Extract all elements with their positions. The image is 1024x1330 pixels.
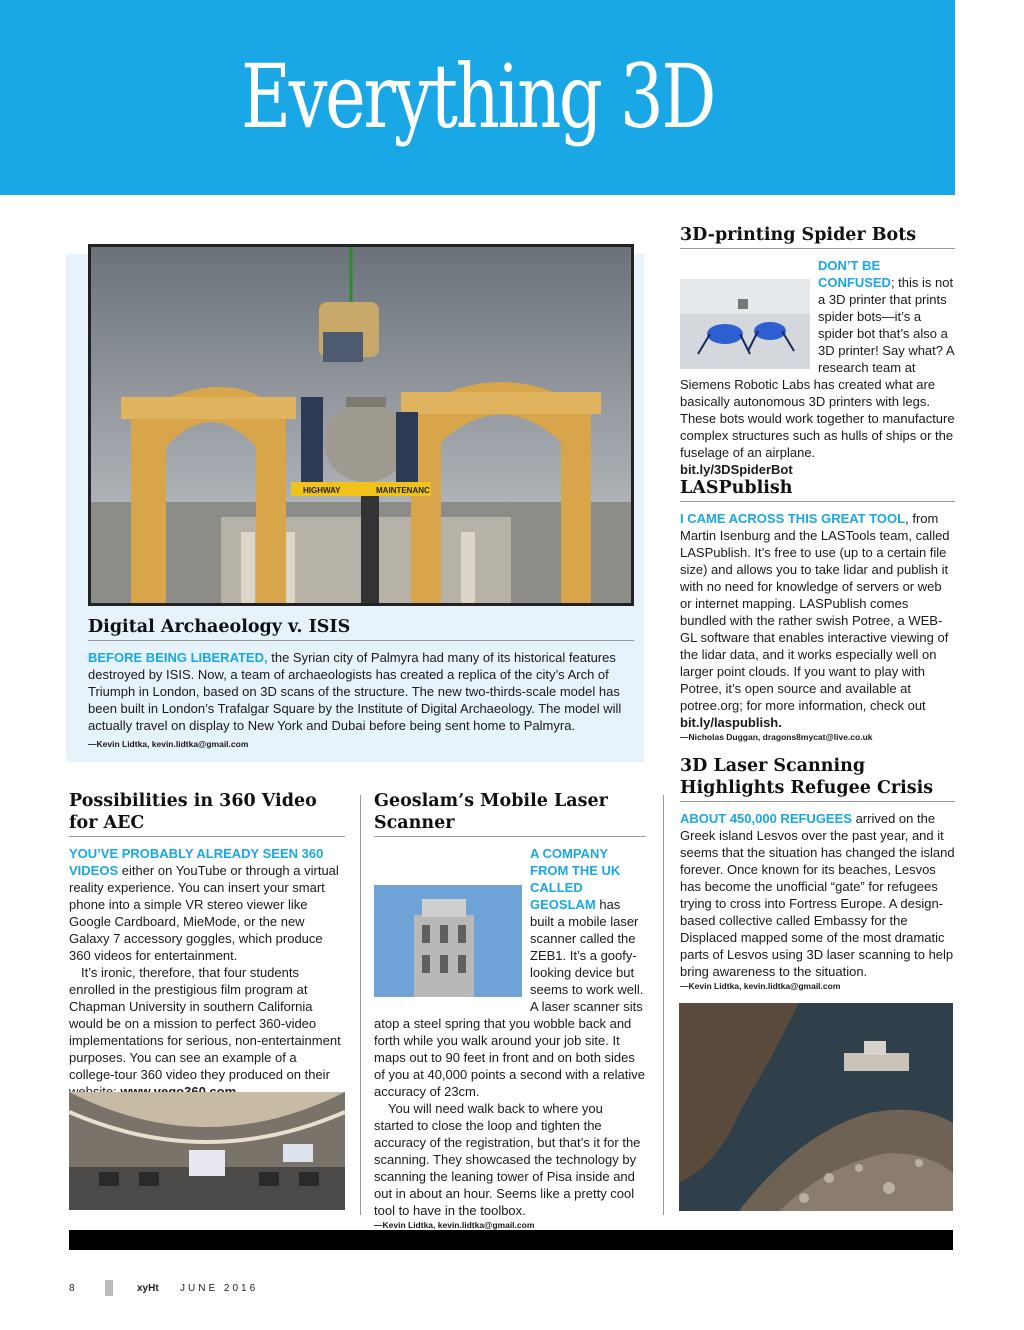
geoslam-lead: A COMPANY FROM THE UK CALLED GEOSLAM bbox=[530, 846, 621, 912]
archaeology-text: the Syrian city of Palmyra had many of its historical features destroyed by ISIS. Now, a team of archaeologists has created a replica of the city’s Arch of Triumph in London, based on 3D scans of the structure. The new two-thirds-scale model has been built in London’s Trafalgar Square by the Institute of Digital Archaeology. The model will actually travel on display to New York and Dubai before being sent home to Palmyra. bbox=[88, 650, 622, 733]
classroom-360-photo bbox=[69, 1092, 345, 1210]
lift-label-1: HIGHWAY bbox=[303, 486, 341, 495]
refugee-body bbox=[680, 810, 955, 980]
spider-lead: DON’T BE CONFUSED bbox=[818, 258, 891, 290]
geoslam-byline: —Kevin Lidtka, kevin.lidtka@gmail.com bbox=[374, 1220, 535, 1230]
refugee-byline: —Kevin Lidtka, kevin.lidtka@gmail.com bbox=[680, 981, 841, 991]
header-banner bbox=[0, 0, 955, 195]
arch-photo bbox=[88, 244, 634, 606]
spider-bot-photo bbox=[680, 279, 810, 369]
laspublish-lead: I CAME ACROSS THIS GREAT TOOL bbox=[680, 511, 906, 526]
lesvos-scan-image bbox=[679, 1003, 953, 1211]
geoslam-headline: Geoslam’s Mobile Laser Scanner bbox=[374, 790, 646, 837]
archaeology-headline: Digital Archaeology v. ISIS bbox=[88, 616, 634, 641]
laspublish-link[interactable]: bit.ly/laspublish. bbox=[680, 715, 782, 730]
archaeology-body bbox=[88, 649, 634, 734]
archaeology-lead: BEFORE BEING LIBERATED, bbox=[88, 650, 268, 665]
classroom-360-image bbox=[69, 1092, 345, 1210]
archaeology-byline: —Kevin Lidtka, kevin.lidtka@gmail.com bbox=[88, 739, 249, 749]
video360-article bbox=[69, 790, 345, 1112]
spider-bot-image bbox=[680, 279, 810, 369]
pisa-tower-photo bbox=[374, 885, 522, 997]
video360-headline: Possibilities in 360 Video for AEC bbox=[69, 790, 345, 837]
archaeology-article bbox=[88, 616, 634, 750]
arch-of-triumph-image bbox=[91, 247, 631, 603]
footer-brand: xyHt bbox=[137, 1283, 159, 1294]
geoslam-body-2 bbox=[374, 1100, 646, 1219]
spider-link[interactable]: bit.ly/3DSpiderBot bbox=[680, 462, 793, 477]
lift-label-2: MAINTENANC bbox=[376, 486, 430, 495]
spider-article bbox=[680, 224, 955, 478]
video360-body-2 bbox=[69, 964, 345, 1100]
laspublish-byline: —Nicholas Duggan, dragons8mycat@live.co.uk bbox=[680, 732, 873, 742]
video360-text-1: either on YouTube or through a virtual reality experience. You can insert your smart phone into a simple VR stereo viewer like Google Cardboard, MieMode, or the new Galaxy 7 accessory goggles, which produce 360 videos for entertainment. bbox=[69, 863, 339, 963]
lesvos-scan-photo bbox=[679, 1003, 953, 1211]
refugee-headline: 3D Laser Scanning Highlights Refugee Crisis bbox=[680, 755, 955, 802]
pisa-tower-image bbox=[374, 885, 522, 997]
magazine-section-title: Everything 3D bbox=[240, 45, 715, 148]
column-divider bbox=[360, 795, 361, 1215]
geoslam-text-2: You will need walk back to where you started to close the loop and tighten the accuracy of the registration, but that’s it for the scanning. They showcased the technology by scanning the leaning tower of Pisa inside and out in about an hour. Seems like a pretty cool tool to have in the toolbox. bbox=[374, 1101, 641, 1218]
refugee-text: arrived on the Greek island Lesvos over the past year, and it seems that the situation has changed the island forever. Once known for its beaches, Lesvos has become the unofficial “gate” for refugees trying to cross into Fortress Europe. A design-based collective called Embassy for the Displaced mapped some of the most dramatic parts of Lesvos using 3D laser scanning to help bring awareness to the situation. bbox=[680, 811, 955, 979]
page-number: 8 bbox=[69, 1283, 78, 1294]
refugee-article bbox=[680, 755, 955, 992]
laspublish-article bbox=[680, 477, 955, 743]
video360-text-2: It’s ironic, therefore, that four students enrolled in the prestigious film program at Chapman University in southern California would be on a mission to perfect 360-video implementations for serious, non-entertainment purposes. You can see an example of a college-tour 360 video they produced on their bbox=[69, 965, 341, 1082]
geoslam-text-1: has built a mobile laser scanner called the ZEB1. It’s a goofy- looking device but seems to work well. A laser scanner sits atop a steel spring that you wobble back and forth while you walk around your job site. It maps out to 90 feet in front and on both sides of you at 40,000 points a second with a relative accuracy of 23cm. bbox=[374, 897, 646, 1099]
laspublish-text: , from Martin Isenburg and the LASTools team, called LASPublish. It’s free to use (up to a certain file size) and allows you to take lidar and publish it with no need for knowledge of servers or web or internet mapping. LASPublish comes bundled with the rather swish Potree, a WEB-GL software that enables interactive viewing of the lidar data, and it works especially well on larger point clouds. If you want to play with Potree, it’s open source and available at potree.org; for more information, check out bbox=[680, 511, 950, 713]
spider-headline: 3D-printing Spider Bots bbox=[680, 224, 955, 249]
refugee-lead: ABOUT 450,000 REFUGEES bbox=[680, 811, 852, 826]
column-divider-2 bbox=[663, 795, 664, 1215]
video360-lead: YOU’VE PROBABLY ALREADY SEEN 360 VIDEOS bbox=[69, 846, 324, 878]
footer-date: JUNE 2016 bbox=[180, 1283, 259, 1294]
geoslam-body-1 bbox=[374, 845, 646, 1100]
geoslam-article bbox=[374, 790, 646, 1231]
footer-marker bbox=[105, 1280, 113, 1296]
footer-bar bbox=[69, 1230, 953, 1250]
video360-body-1 bbox=[69, 845, 345, 964]
laspublish-headline: LASPublish bbox=[680, 477, 955, 502]
spider-body bbox=[680, 257, 955, 478]
spider-text: ; this is not a 3D printer that prints spider bots—it’s a spider bot that’s also a 3D printer! Say what? A research team at Siemens Robotic Labs has created what are basically autonomous 3D printers with legs. These bots would work together to manufacture complex structures such as hulls of ships or the fuselage of an airplane. bbox=[680, 275, 955, 460]
laspublish-body bbox=[680, 510, 955, 731]
